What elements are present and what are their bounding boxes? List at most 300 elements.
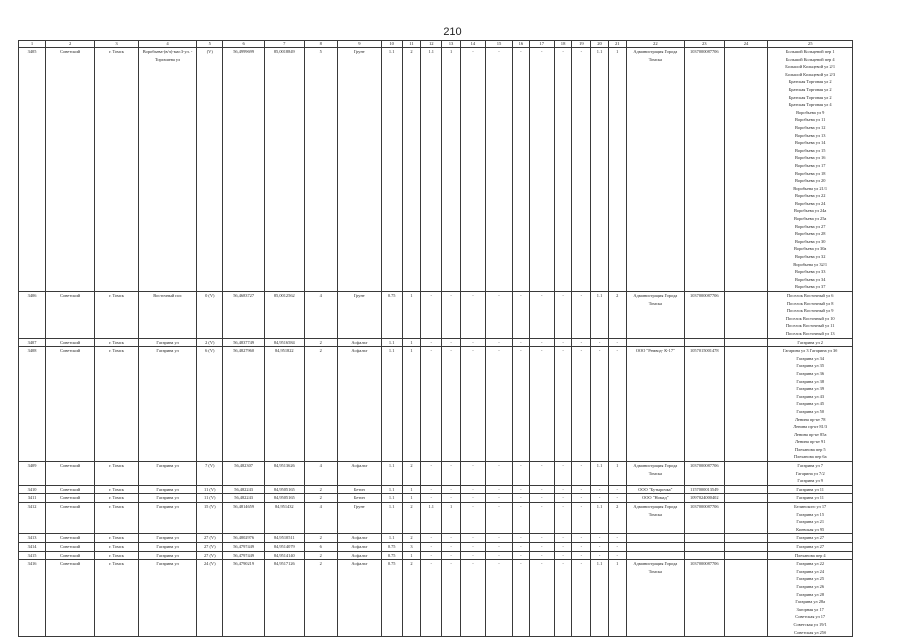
address-line: Ленина пр-кт 85а — [793, 431, 827, 437]
column-number: 4 — [138, 41, 196, 48]
table-cell: 3414 — [19, 543, 46, 552]
table-cell: 15 (V) — [197, 503, 223, 534]
table-cell: 56,482243 — [223, 494, 265, 503]
table-cell: - — [591, 338, 609, 347]
table-cell: 84,9505165 — [264, 494, 304, 503]
table-cell: 2 — [304, 347, 337, 462]
table-cell: - — [421, 347, 442, 462]
column-number: 19 — [572, 41, 591, 48]
table-cell: Администрация Города Томска — [626, 462, 684, 486]
table-cell — [724, 292, 768, 339]
address-list-cell — [768, 534, 853, 543]
table-cell: - — [572, 560, 591, 637]
address-list-cell — [768, 462, 853, 486]
table-cell: - — [529, 485, 554, 494]
table-cell: - — [442, 292, 461, 339]
table-cell: 56,482243 — [223, 485, 265, 494]
table-cell: 3411 — [19, 494, 46, 503]
table-cell: - — [421, 551, 442, 560]
table-cell: 1 — [442, 48, 461, 292]
table-cell: - — [485, 560, 512, 637]
table-cell: - — [442, 338, 461, 347]
table-cell: г. Томск — [95, 485, 139, 494]
table-cell: - — [485, 494, 512, 503]
address-line: Плеханова пер 6а — [793, 454, 827, 460]
table-row — [19, 494, 853, 503]
address-line: Ленина пр-кт 78 — [794, 416, 826, 422]
address-line: Воробьева ул 24а — [793, 208, 827, 214]
table-cell: 1037000087706 — [685, 48, 725, 292]
table-cell: - — [591, 534, 609, 543]
table-cell: 3406 — [19, 292, 46, 339]
table-cell: 1.1 — [591, 503, 609, 534]
address-line: Гагарина ул 11 — [796, 495, 824, 501]
address-line: Воробьева ул 15 — [794, 147, 826, 153]
column-number: 13 — [442, 41, 461, 48]
address-list-cell — [768, 503, 853, 534]
address-line: Советская ул 25б — [794, 629, 827, 635]
table-cell: - — [442, 462, 461, 486]
table-cell — [724, 543, 768, 552]
table-cell: - — [591, 551, 609, 560]
address-line: Гагарина ул 27 — [796, 535, 825, 541]
table-cell: г. Томск — [95, 551, 139, 560]
table-cell: Советский — [46, 534, 95, 543]
table-cell: ООО "Номад" — [626, 494, 684, 503]
table-cell: 2 — [608, 503, 626, 534]
table-cell: - — [529, 551, 554, 560]
table-cell: - — [608, 543, 626, 552]
table-cell: г. Томск — [95, 543, 139, 552]
address-line: Гагарина ул 27 — [796, 544, 825, 549]
table-cell: 84,9513626 — [264, 462, 304, 486]
table-cell: Гагарина ул — [138, 494, 196, 503]
address-line: Гагарина ул 39 — [796, 386, 825, 392]
address-line: Гагарина ул 25 — [796, 576, 825, 582]
table-cell: г. Томск — [95, 292, 139, 339]
table-cell: Советский — [46, 560, 95, 637]
address-line: Воробьева ул 32 — [794, 254, 826, 260]
table-cell: - — [460, 485, 485, 494]
table-cell: Асфальт — [337, 551, 381, 560]
address-line: Плеханова пер 5 — [794, 446, 826, 452]
table-cell: - — [529, 462, 554, 486]
address-line: Гагарина ул 9 — [797, 478, 823, 484]
address-line: Поселок Восточный ул 11 — [785, 323, 835, 329]
table-cell: Грунт — [337, 503, 381, 534]
table-cell: г. Томск — [95, 503, 139, 534]
table-cell: 11 (V) — [197, 494, 223, 503]
table-cell: 1.1 — [591, 462, 609, 486]
address-line: Воробьева ул 18 — [794, 170, 826, 176]
table-cell: 1 — [608, 462, 626, 486]
table-cell: 1.1 — [381, 338, 402, 347]
table-cell: Гагарина ул — [138, 485, 196, 494]
table-cell: 84,9516584 — [264, 338, 304, 347]
table-row — [19, 485, 853, 494]
table-cell: 56,4790219 — [223, 560, 265, 637]
column-number: 12 — [421, 41, 442, 48]
address-line: Воробьева ул 28 — [794, 231, 826, 237]
column-number: 6 — [223, 41, 265, 48]
address-line: Воробьева ул 17 — [794, 162, 826, 168]
column-number: 3 — [95, 41, 139, 48]
table-cell: - — [591, 347, 609, 462]
table-cell: - — [421, 543, 442, 552]
table-row — [19, 534, 853, 543]
address-line: Гагарина ул 3 Гагарина ул 3б — [782, 348, 838, 354]
table-cell: - — [529, 494, 554, 503]
table-cell: Воробьева-(в/ч)-маг.3-ул. - Торгашева ул — [138, 48, 196, 292]
address-line: Воробьева ул 25а — [793, 216, 827, 222]
table-cell: 1.1 — [381, 534, 402, 543]
table-cell: 7 (V) — [197, 462, 223, 486]
address-line: Воробьева ул 22 — [794, 193, 826, 199]
address-list-cell — [768, 485, 853, 494]
column-number: 24 — [724, 41, 768, 48]
table-cell: - — [421, 292, 442, 339]
table-cell: г. Томск — [95, 494, 139, 503]
address-line: Поселок Восточный ул 9 — [786, 308, 834, 314]
table-cell: - — [460, 534, 485, 543]
table-cell: Асфальт — [337, 543, 381, 552]
table-cell: Администрация Города Томска — [626, 48, 684, 292]
table-cell: 1037000087706 — [685, 462, 725, 486]
table-cell: Гагарина ул — [138, 534, 196, 543]
table-cell: - — [529, 347, 554, 462]
table-cell: 2 — [304, 338, 337, 347]
table-cell: ООО "Бутырочка" — [626, 485, 684, 494]
address-line: Воробьева ул 13 — [794, 132, 826, 138]
address-line: Воробьева ул 21/1 — [793, 185, 828, 191]
address-line: Гагарина ул 45 — [796, 401, 825, 407]
table-cell: 1.1 — [591, 48, 609, 292]
table-row — [19, 292, 853, 339]
table-row — [19, 338, 853, 347]
column-number: 25 — [768, 41, 853, 48]
address-line: Воробьева ул 20 — [794, 178, 826, 184]
table-cell: - — [572, 347, 591, 462]
table-cell — [724, 462, 768, 486]
address-list-cell — [768, 292, 853, 339]
table-cell: 84,9510511 — [264, 534, 304, 543]
table-cell: 3416 — [19, 560, 46, 637]
table-cell: 1 — [608, 48, 626, 292]
table-cell: 1.1 — [381, 494, 402, 503]
address-list-cell — [768, 560, 853, 637]
registry-table — [18, 40, 853, 637]
table-cell: - — [591, 485, 609, 494]
table-cell: - — [460, 338, 485, 347]
table-cell: - — [554, 292, 572, 339]
table-cell — [724, 48, 768, 292]
table-cell: - — [572, 485, 591, 494]
table-cell: - — [460, 462, 485, 486]
table-cell: ООО "Ремвод- К-17" — [626, 347, 684, 462]
address-line: Братская Торговая ул 2 — [788, 94, 832, 100]
address-line: Братская Торговая ул 4 — [788, 102, 832, 108]
table-cell: - — [421, 485, 442, 494]
table-cell: 1 — [402, 292, 421, 339]
table-cell: - — [608, 338, 626, 347]
table-cell: - — [554, 503, 572, 534]
table-cell: - — [485, 462, 512, 486]
address-line: Гагарина ул 21 — [796, 519, 825, 525]
table-cell: - — [591, 543, 609, 552]
table-cell: 2 — [402, 534, 421, 543]
address-line: Воробьева ул 14 — [794, 140, 826, 146]
table-cell: 0.75 — [381, 560, 402, 637]
table-cell: 84,951822 — [264, 347, 304, 462]
table-cell: - — [460, 494, 485, 503]
table-cell: - — [485, 551, 512, 560]
table-cell: г. Томск — [95, 48, 139, 292]
table-cell: - — [529, 560, 554, 637]
column-number: 7 — [264, 41, 304, 48]
table-cell: 6 (V) — [197, 347, 223, 462]
table-cell: - — [608, 494, 626, 503]
table-cell: Советский — [46, 338, 95, 347]
table-cell: 56,4683727 — [223, 292, 265, 339]
table-cell: 1 — [402, 485, 421, 494]
table-cell: - — [608, 534, 626, 543]
table-cell: - — [442, 494, 461, 503]
column-number: 16 — [513, 41, 530, 48]
table-cell: - — [572, 338, 591, 347]
table-cell: - — [513, 551, 530, 560]
table-row — [19, 503, 853, 534]
table-cell: - — [442, 551, 461, 560]
table-cell: 4 — [304, 503, 337, 534]
table-cell: 3407 — [19, 338, 46, 347]
table-cell: 27 (V) — [197, 534, 223, 543]
table-cell: 5 — [304, 48, 337, 292]
table-cell: Администрация Города Томска — [626, 292, 684, 339]
address-line: Большой Кольцевой пер 4 — [785, 56, 835, 62]
table-cell: Советский — [46, 48, 95, 292]
table-cell: - — [421, 534, 442, 543]
address-line: Киевская ул 95 — [796, 526, 825, 532]
table-cell: Советский — [46, 292, 95, 339]
table-cell: 2 — [402, 560, 421, 637]
address-line: Поселок Восточный ул 6 — [786, 293, 834, 298]
address-line: Воробьева ул 11 — [795, 117, 826, 123]
address-line: Гагарина ул 28 — [796, 591, 825, 597]
table-cell: - — [591, 494, 609, 503]
table-cell — [724, 485, 768, 494]
table-row — [19, 551, 853, 560]
table-cell: - — [513, 560, 530, 637]
table-cell: - — [460, 560, 485, 637]
table-row — [19, 48, 853, 292]
table-cell: 0 (V) — [197, 292, 223, 339]
table-cell: Администрация Города Томска — [626, 560, 684, 637]
address-line: Белинского ул 17 — [794, 504, 827, 510]
table-cell: - — [485, 347, 512, 462]
table-cell: - — [442, 485, 461, 494]
address-line: Большой Кольцевой ул 2/3 — [785, 71, 836, 77]
table-cell: 85,0018849 — [264, 48, 304, 292]
address-line: Братская Торговая ул 2 — [788, 86, 832, 92]
table-cell: 3405 — [19, 48, 46, 292]
table-cell: Советский — [46, 494, 95, 503]
table-cell: 1037000087706 — [685, 560, 725, 637]
table-cell: 56,4837749 — [223, 338, 265, 347]
table-cell — [724, 494, 768, 503]
table-cell: 1.1 — [591, 292, 609, 339]
table-cell: Советский — [46, 551, 95, 560]
table-cell: 2 — [304, 485, 337, 494]
table-cell — [626, 551, 684, 560]
address-line: Воробьева ул 27 — [794, 223, 826, 229]
address-list-cell — [768, 338, 853, 347]
address-line: Гагарина ул 36 — [796, 370, 825, 376]
table-cell: 56,4797449 — [223, 551, 265, 560]
table-cell: - — [529, 534, 554, 543]
table-cell: 1 — [608, 560, 626, 637]
table-cell: Асфальт — [337, 462, 381, 486]
table-cell: - — [485, 338, 512, 347]
table-cell: 1.1 — [381, 503, 402, 534]
table-cell: 2 — [304, 560, 337, 637]
table-cell: - — [554, 485, 572, 494]
table-cell — [626, 534, 684, 543]
table-cell: - — [513, 485, 530, 494]
table-cell: г. Томск — [95, 560, 139, 637]
column-number: 14 — [460, 41, 485, 48]
table-cell: - — [513, 543, 530, 552]
address-line: Гагарина ул 22 — [796, 561, 825, 567]
address-list-cell — [768, 48, 853, 292]
address-line: Гагарина ул 15 — [796, 511, 825, 517]
table-cell: 3 — [402, 543, 421, 552]
table-cell: - — [513, 48, 530, 292]
table-cell: - — [513, 462, 530, 486]
table-cell: 1.1 — [421, 48, 442, 292]
column-number: 8 — [304, 41, 337, 48]
table-cell: (V) — [197, 48, 223, 292]
table-cell: 3413 — [19, 534, 46, 543]
table-cell: Бетон — [337, 494, 381, 503]
table-cell: Гагарина ул — [138, 503, 196, 534]
table-cell: - — [572, 494, 591, 503]
table-cell: г. Томск — [95, 534, 139, 543]
address-list-cell — [768, 347, 853, 462]
address-line: Воробьева ул 24 — [794, 200, 826, 206]
table-cell: - — [513, 494, 530, 503]
table-cell: - — [460, 48, 485, 292]
table-cell: - — [460, 292, 485, 339]
table-cell: 56,4827960 — [223, 347, 265, 462]
address-line: Загорная ул 17 — [796, 606, 824, 612]
table-cell: - — [442, 560, 461, 637]
table-cell — [724, 347, 768, 462]
table-cell: 1.1 — [591, 560, 609, 637]
address-line: Поселок Восточный ул 10 — [785, 315, 835, 321]
table-cell: - — [513, 503, 530, 534]
table-cell: 3412 — [19, 503, 46, 534]
table-cell: - — [608, 485, 626, 494]
address-line: Гагарина ул 34 — [796, 355, 825, 361]
table-cell: Гагарина ул — [138, 338, 196, 347]
table-cell: Советский — [46, 543, 95, 552]
table-cell — [685, 338, 725, 347]
address-line: Воробьева ул 30а — [793, 246, 827, 252]
table-cell: - — [485, 543, 512, 552]
table-header — [19, 41, 853, 48]
table-cell: - — [485, 292, 512, 339]
table-cell: - — [485, 485, 512, 494]
table-cell: - — [442, 543, 461, 552]
address-line: Воробьева ул 9 — [796, 109, 825, 115]
table-cell: 1.1 — [421, 503, 442, 534]
table-row — [19, 347, 853, 462]
table-cell: Гагарина ул — [138, 560, 196, 637]
table-row — [19, 560, 853, 637]
table-cell: 6 — [304, 543, 337, 552]
table-cell: 1.1 — [381, 347, 402, 462]
address-line: Поселок Восточный ул 8 — [786, 300, 834, 306]
table-cell — [685, 543, 725, 552]
address-line: Гагарина ул 7/2 — [795, 470, 825, 476]
table-cell: Гагарина ул — [138, 347, 196, 462]
table-body — [19, 48, 853, 637]
column-number: 17 — [529, 41, 554, 48]
table-cell: 3409 — [19, 462, 46, 486]
table-cell: Грунт — [337, 48, 381, 292]
table-cell: 2 — [402, 503, 421, 534]
address-line: Большой Кольцевой ул 2/1 — [785, 64, 836, 70]
table-cell: г. Томск — [95, 462, 139, 486]
table-cell: Асфальт — [337, 338, 381, 347]
table-cell: 2 — [608, 292, 626, 339]
table-cell: 3415 — [19, 551, 46, 560]
table-cell: Бетон — [337, 485, 381, 494]
address-line: Гагарина ул 26 — [796, 583, 825, 589]
table-cell: Советский — [46, 347, 95, 462]
table-cell: 56,4814659 — [223, 503, 265, 534]
table-cell: 84,951432 — [264, 503, 304, 534]
table-cell: Советский — [46, 503, 95, 534]
table-cell: - — [572, 48, 591, 292]
column-number: 11 — [402, 41, 421, 48]
table-cell — [724, 551, 768, 560]
table-cell — [685, 534, 725, 543]
table-cell: - — [554, 543, 572, 552]
address-line: Воробьева ул 30 — [794, 238, 826, 244]
column-number: 10 — [381, 41, 402, 48]
table-cell: 1.1 — [381, 485, 402, 494]
address-line: Гагарина ул 7 — [797, 463, 823, 469]
table-cell: 1037000087706 — [685, 292, 725, 339]
table-cell: - — [554, 494, 572, 503]
address-list-cell — [768, 551, 853, 560]
table-cell: 1157000013549 — [685, 485, 725, 494]
table-cell: - — [460, 543, 485, 552]
table-cell: - — [554, 551, 572, 560]
address-line: Гагарина ул 38 — [796, 378, 825, 384]
address-line: Ленина пр-кт 81/3 — [793, 424, 828, 430]
table-cell: Гагарина ул — [138, 543, 196, 552]
table-cell — [685, 551, 725, 560]
address-line: Воробьева ул 32/1 — [793, 261, 828, 267]
table-cell: - — [529, 292, 554, 339]
table-cell: Грунт — [337, 292, 381, 339]
address-line: Гагарина ул 2 — [797, 339, 823, 345]
table-cell: - — [529, 48, 554, 292]
table-cell: - — [529, 503, 554, 534]
table-cell: - — [572, 543, 591, 552]
